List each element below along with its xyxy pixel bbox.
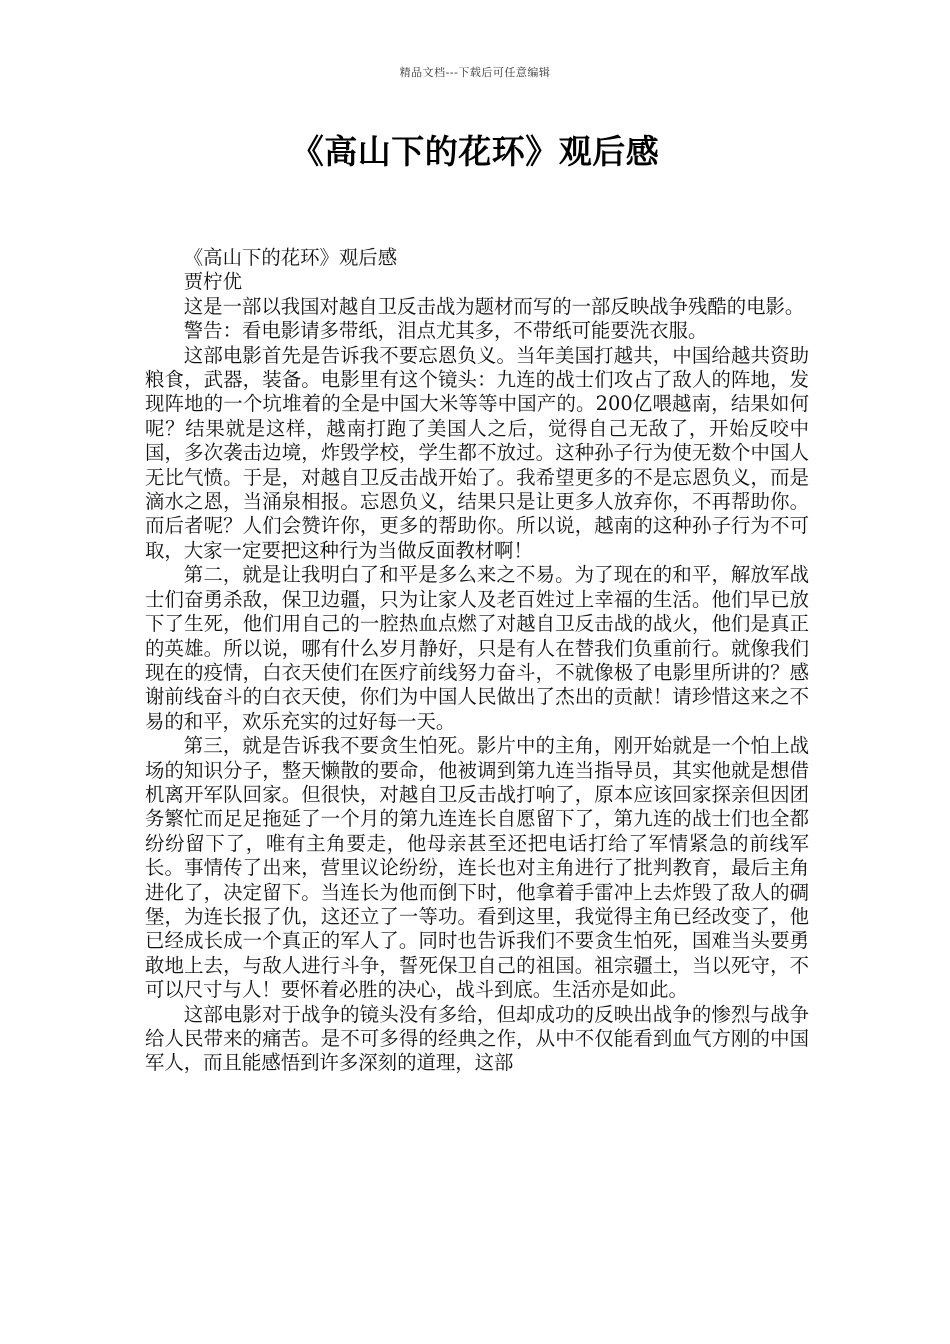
paragraph: 第三，就是告诉我不要贪生怕死。影片中的主角，刚开始就是一个怕上战场的知识分子，整天懒散的要命，他被调到第九连当指导员，其实他就是想借机离开军队回家。但很快，对越自卫反击战打响了，原本应该回家探亲但因团务繁忙而足足拖延了一个月的第九连连长自愿留下了，第九连的战士们也全都纷纷留下了，唯有主角要走，他母亲甚至还把电话打给了军情紧急的前线军长。事情传了出来，营里议论纷纷，连长也对主角进行了批判教育，最后主角进化了，决定留下。当连长为他而倒下时，他拿着手雷冲上去炸毁了敌人的碉堡，为连长报了仇，这还立了一等功。看到这里，我觉得主角已经改变了，他已经成长成一个真正的军人了。同时也告诉我们不要贪生怕死，国难当头要勇敢地上去，与敌人进行斗争，誓死保卫自己的祖国。祖宗疆土，当以死守，不可以尺寸与人！要怀着必胜的决心，战斗到底。生活亦是如此。 [145,734,809,1002]
paragraph: 这部电影首先是告诉我不要忘恩负义。当年美国打越共，中国给越共资助粮食，武器，装备。电影里有这个镜头：九连的战士们攻占了敌人的阵地，发现阵地的一个坑堆着的全是中国大米等等中国产的。200亿喂越南，结果如何呢？结果就是这样，越南打跑了美国人之后，觉得自己无敌了，开始反咬中国，多次袭击边境，炸毁学校，学生都不放过。这种孙子行为使无数个中国人无比气愤。于是，对越自卫反击战开始了。我希望更多的不是忘恩负义，而是滴水之恩，当涌泉相报。忘恩负义，结果只是让更多人放弃你，不再帮助你。而后者呢？人们会赞许你，更多的帮助你。所以说，越南的这种孙子行为不可取，大家一定要把这种行为当做反面教材啊！ [145,343,809,562]
paragraph: 这是一部以我国对越自卫反击战为题材而写的一部反映战争残酷的电影。 [183,294,805,318]
body-subtitle: 《高山下的花环》观后感 [183,246,398,269]
header-note: 精品文档---下载后可任意编辑 [399,66,551,79]
document-title: 《高山下的花环》观后感 [290,132,660,171]
paragraph: 这部电影对于战争的镜头没有多给，但却成功的反映出战争的惨烈与战争给人民带来的痛苦。是不可多得的经典之作，从中不仅能看到血气方刚的中国军人，而且能感悟到许多深刻的道理，这部 [145,1002,809,1075]
paragraph: 警告：看电影请多带纸，泪点尤其多，不带纸可能要洗衣服。 [183,319,708,343]
document-body [145,246,809,1076]
paragraph: 第二，就是让我明白了和平是多么来之不易。为了现在的和平，解放军战士们奋勇杀敌，保卫边疆，只为让家人及老百姓过上幸福的生活。他们早已放下了生死，他们用自己的一腔热血点燃了对越自卫反击战的战火，他们是真正的英雄。所以说，哪有什么岁月静好，只是有人在替我们负重前行。就像我们现在的疫情，白衣天使们在医疗前线努力奋斗，不就像极了电影里所讲的？感谢前线奋斗的白衣天使，你们为中国人民做出了杰出的贡献！请珍惜这来之不易的和平，欢乐充实的过好每一天。 [145,563,809,733]
author-name: 贾柠优 [183,270,242,294]
